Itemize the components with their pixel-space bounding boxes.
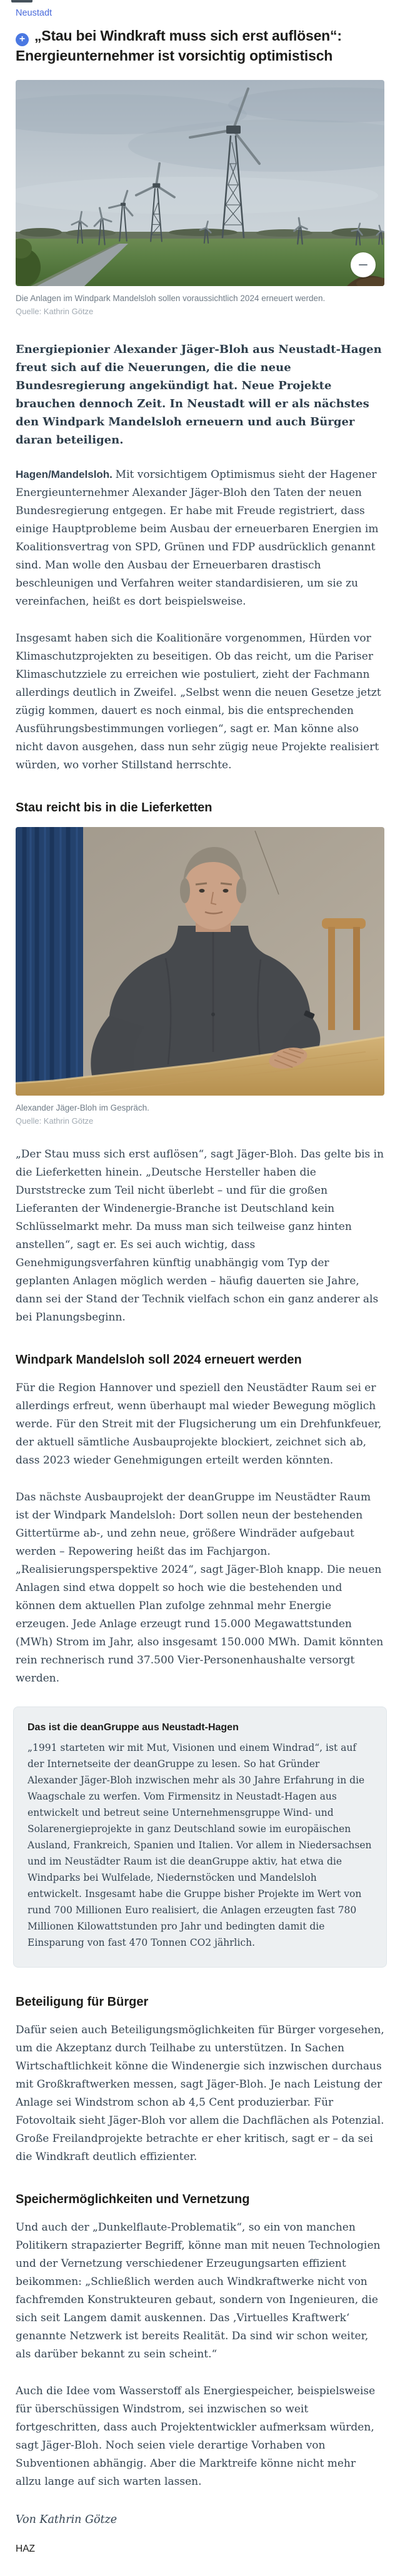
caption-text: Die Anlagen im Windpark Mandelsloh sollen voraussichtlich 2024 erneuert werden. — [16, 293, 326, 303]
paragraph: „Der Stau muss sich erst auflösen“, sagt Jäger-Bloh. Das gelte bis in die Lieferketten hinein. „Deutsche Hersteller haben die Durststrecke zum Teil nicht überlebt – und für die großen Lieferanten der Windenergie-Branche ist Deutschland kein Schlüsselmarkt mehr. Da muss man sich teilweise ganz hinten anstellen“, sagt er. Es sei auch wichtig, dass Genehmigungsverfahren künftig unabhängig vom Typ der geplanten Anlagen möglich werden – häufig dauerten sie Jahre, dann sei der Stand der Technik vielfach schon ein ganz anderer als bei Planungsbeginn. — [16, 1148, 384, 1324]
portrait-caption — [16, 1102, 384, 1127]
hero-figure — [16, 80, 384, 317]
portrait-photo — [16, 827, 384, 1096]
plus-icon[interactable]: + — [16, 33, 29, 46]
breadcrumb-neustadt[interactable]: Neustadt — [16, 8, 52, 18]
wind-park-photo — [16, 80, 384, 286]
infobox-body: „1991 starteten wir mit Mut, Visionen und einem Windrad“, ist auf der Internetseite der deanGruppe zu lesen. So hat Gründer Alexander Jäger-Bloh inzwischen mehr als 30 Jahre Erfahrung in die Waagschale zu werfen. Vom Firmensitz in Neustadt-Hagen aus entwickelt und betreut seine Unternehmensgruppe Wind- und Solarenergieprojekte in ganz Deutschland sowie im europäischen Ausland, Frankreich, Spanien und Italien. Vor allem in Niedersachsen und im Neustädter Raum ist die deanGruppe aktiv, hat etwa die Windparks bei Wulfelade, Niedernstöcken und Mandelsloh entwickelt. Insgesamt habe die Gruppe bisher Projekte im Wert von rund 700 Millionen Euro realisiert, die Anlagen erzeugten fast 780 Millionen Kilowattstunden pro Jahr und bedingten damit die Einsparung von fast 470 Tonnen CO2 jährlich. — [28, 1742, 372, 1949]
clipped-element-fragment — [11, 0, 32, 2]
hero-caption — [16, 293, 384, 317]
paragraph: Für die Region Hannover und speziell den Neustädter Raum sei er allerdings erfreut, wenn überhaupt mal wieder Bewegung möglich werde. Für den Streit mit der Flugsicherung um ein Drehfunkfeuer, der aktuell sämtliche Ausbauprojekte blockiert, zeichnet sich ab, dass 2023 wieder Genehmigungen erteilt werden könnten. — [16, 1382, 382, 1467]
paragraph: Insgesamt haben sich die Koalitionäre vorgenommen, Hürden vor Klimaschutzprojekten zu beseitigen. Ob das reicht, um die Pariser Klimaschutzziele zu erreichen wie postuliert, zieht der Fachmann allerdings deutlich in Zweifel. „Selbst wenn die neuen Gesetze jetzt zügig kommen, dauert es noch einmal, bis die entsprechenden Ausführungsbestimmungen vorliegen“, sagt er. Man könne also nicht davon ausgehen, dass nun sehr zügig neue Projekte realisiert würden, wo vorher Stillstand herrschte. — [16, 632, 381, 772]
dateline-label: Hagen/Mandelsloh. — [16, 468, 112, 481]
paragraph: Und auch der „Dunkelflaute-Problematik“, so ein von manchen Politikern strapazierter Begriff, könne man mit neuen Technologien und der Vernetzung verschiedener Erzeugungsarten effizient beikommen: „Schließlich werden auch Windkraftwerke nicht von fachfremden Konstrukteuren gebaut, sondern von Ingenieuren, die sich seit Langem damit auskennen. Das ‚Virtuelles Kraftwerk‘ genannte Netzwerk ist bereits Realität. Da sind wir schon weiter, als darüber bekannt zu sein scheint.“ — [16, 2221, 381, 2361]
caption-source: Quelle: Kathrin Götze — [16, 306, 94, 316]
section-heading-beteiligung: Beteiligung für Bürger — [16, 1995, 149, 2009]
portrait-figure — [16, 827, 384, 1127]
paragraph — [16, 465, 384, 611]
section-heading-speicher: Speichermöglichkeiten und Vernetzung — [16, 2192, 250, 2207]
article-headline — [16, 26, 384, 65]
author-byline: Von Kathrin Götze — [16, 2514, 118, 2527]
brand-logo-haz: HAZ — [16, 2544, 35, 2555]
infobox-deangruppe — [13, 1707, 387, 1968]
minus-icon — [359, 264, 368, 265]
headline-text: „Stau bei Windkraft muss sich erst auflösen“: Energieunternehmer ist vorsichtig optimistisch — [16, 27, 342, 64]
caption-source: Quelle: Kathrin Götze — [16, 1116, 94, 1126]
image-collapse-button[interactable] — [351, 252, 376, 277]
article-lead: Energiepionier Alexander Jäger-Bloh aus Neustadt-Hagen freut sich auf die Neuerungen, die die neue Bundesregierung angekündigt hat. Neue Projekte brauchen dennoch Zeit. In Neustadt will er als nächstes den Windpark Mandelsloh erneuern und auch Bürger daran beteiligen. — [16, 343, 382, 447]
paragraph: Dafür seien auch Beteiligungsmöglichkeiten für Bürger vorgesehen, um die Akzeptanz durch Teilhabe zu unterstützen. In Sachen Wirtschaftlichkeit könne die Windenergie sich inzwischen durchaus mit Großkraftwerken messen, sagt Jäger-Bloh. Je nach Leistung der Anlage sei Windstrom schon ab 4,5 Cent produzierbar. Für Fotovoltaik sieht Jäger-Bloh vor allem die Dachflächen als Potenzial. Große Freilandprojekte betrachte er eher kritisch, sagt er – da sei die Windkraft deutlich effizienter. — [16, 2024, 384, 2164]
infobox-title: Das ist die deanGruppe aus Neustadt-Hagen — [28, 1722, 239, 1733]
section-heading-windpark: Windpark Mandelsloh soll 2024 erneuert werden — [16, 1353, 302, 1367]
portrait-image — [16, 827, 384, 1096]
hero-image — [16, 80, 384, 286]
caption-text: Alexander Jäger-Bloh im Gespräch. — [16, 1103, 149, 1113]
section-heading-lieferketten: Stau reicht bis in die Lieferketten — [16, 801, 212, 815]
paragraph-text: Mit vorsichtigem Optimismus sieht der Hagener Energieunternehmer Alexander Jäger-Bloh den Taten der neuen Bundesregierung entgegen. Er habe mit Freude registriert, dass einige Hauptprobleme beim Ausbau der erneuerbaren Energien im Koalitionsvertrag von SPD, Grünen und FDP ausdrücklich genannt sind. Man wolle den Ausbau der Erneuerbaren drastisch beschleunigen und Verfahren weiter standardisieren, um sie zu vereinfachen, heißt es dort beispielsweise. — [16, 468, 379, 608]
paragraph: Auch die Idee vom Wasserstoff als Energiespeicher, beispielsweise für überschüssigen Windstrom, sei inzwischen so weit fortgeschritten, dass auch Projektentwickler aufmerksam würden, sagt Jäger-Bloh. Noch seien viele derartige Vorhaben von Subventionen abhängig. Aber die Marktreife könne nicht mehr allzu lange auf sich warten lassen. — [16, 2385, 376, 2489]
paragraph: Das nächste Ausbauprojekt der deanGruppe im Neustädter Raum ist der Windpark Mandelsloh: Dort sollen neun der bestehenden Gittertürme ab-, und zehn neue, größere Windräder aufgebaut werden – Repowering heißt das im Fachjargon. „Realisierungsperspektive 2024“, sagt Jäger-Bloh knapp. Die neuen Anlagen sind etwa doppelt so hoch wie die bestehenden und können dem aktuellen Plan zufolge zehnmal mehr Energie erzeugen. Jede Anlage erzeugt rund 15.000 Megawattstunden (MWh) Strom im Jahr, also insgesamt 150.000 MWh. Damit könnten rein rechnerisch rund 37.500 Vier-Personenhaushalte versorgt werden. — [16, 1491, 384, 1685]
